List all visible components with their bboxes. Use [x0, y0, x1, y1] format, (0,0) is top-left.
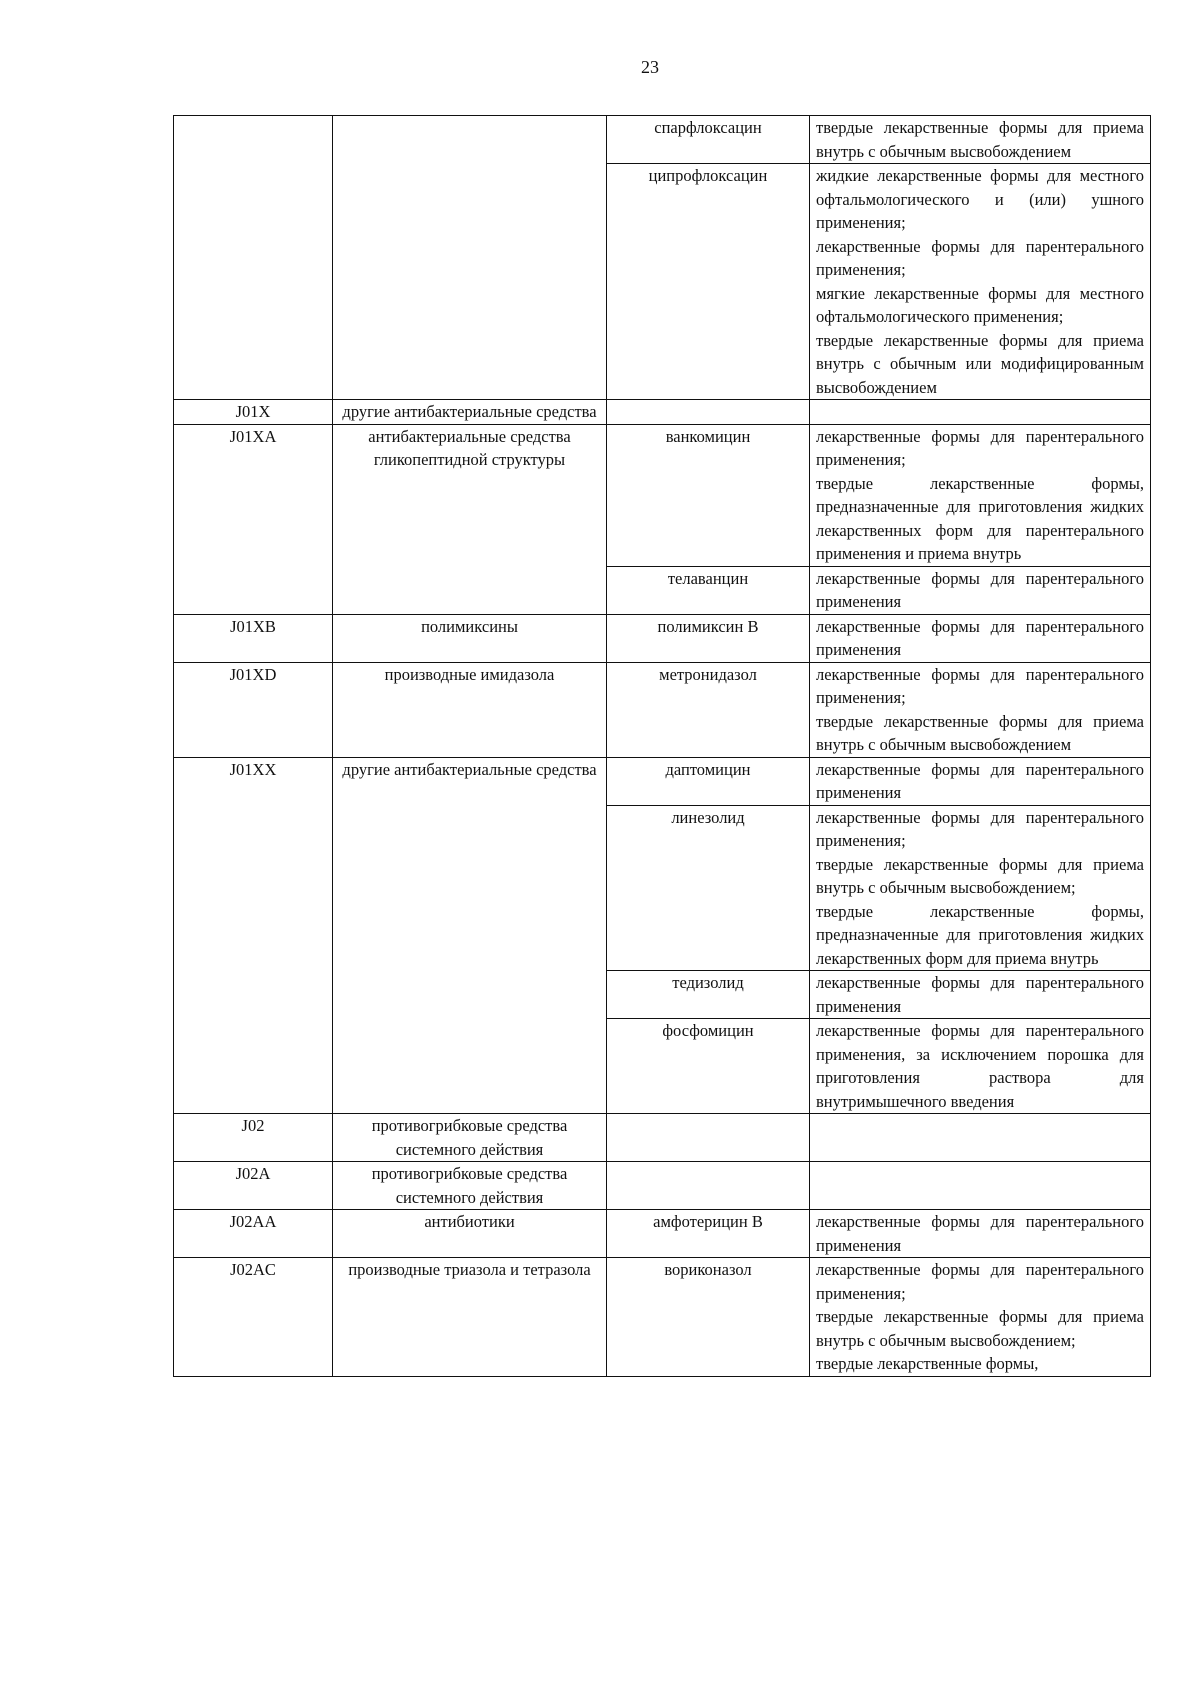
forms-cell: [810, 805, 1151, 971]
drug-cell: фосфомицин: [607, 1019, 810, 1114]
drug-cell: полимиксин B: [607, 614, 810, 662]
forms-cell: [810, 614, 1151, 662]
group-cell: другие антибактериальные средства: [333, 400, 607, 425]
form-text: жидкие лекарственные формы для местного офтальмологического и (или) ушного применения;: [816, 166, 1144, 232]
form-text: лекарственные формы для парентерального применения: [816, 973, 1144, 1016]
form-text: твердые лекарственные формы, предназначенные для приготовления жидких лекарственных форм для приема внутрь: [816, 901, 1144, 968]
form-text: лекарственные формы для парентерального применения: [816, 616, 1144, 659]
drug-cell: телаванцин: [607, 566, 810, 614]
group-cell: антибиотики: [333, 1210, 607, 1258]
drug-cell: спарфлоксацин: [607, 116, 810, 164]
drug-cell: [607, 400, 810, 425]
forms-cell: [810, 164, 1151, 400]
drug-cell: вориконазол: [607, 1258, 810, 1377]
form-text: лекарственные формы для парентерального применения: [816, 568, 1144, 611]
table-row: [174, 757, 1151, 805]
form-text: твердые лекарственные формы для приема внутрь с обычным высвобождением: [816, 711, 1144, 754]
forms-cell: [810, 116, 1151, 164]
forms-cell: [810, 662, 1151, 757]
code-cell: J02AC: [174, 1258, 333, 1377]
form-text: твердые лекарственные формы для приема внутрь с обычным высвобождением;: [816, 854, 1144, 897]
form-text: твердые лекарственные формы для приема внутрь с обычным или модифицированным высвобождением: [816, 330, 1144, 397]
drug-cell: линезолид: [607, 805, 810, 971]
forms-cell: [810, 757, 1151, 805]
group-cell: противогрибковые средства системного действия: [333, 1114, 607, 1162]
code-cell: J02AA: [174, 1210, 333, 1258]
forms-cell: [810, 1162, 1151, 1210]
group-cell: антибактериальные средства гликопептидной структуры: [333, 424, 607, 614]
code-cell: J01XA: [174, 424, 333, 614]
forms-cell: [810, 1114, 1151, 1162]
table-row: [174, 1258, 1151, 1377]
forms-cell: [810, 566, 1151, 614]
forms-cell: [810, 1019, 1151, 1114]
table-row: [174, 116, 1151, 164]
code-cell: J01X: [174, 400, 333, 425]
group-cell: противогрибковые средства системного действия: [333, 1162, 607, 1210]
form-text: твердые лекарственные формы для приема внутрь с обычным высвобождением;: [816, 1307, 1144, 1350]
table-row: [174, 424, 1151, 566]
drug-cell: ципрофлоксацин: [607, 164, 810, 400]
forms-cell: [810, 400, 1151, 425]
drug-table: [173, 115, 1151, 1377]
form-text: лекарственные формы для парентерального применения: [816, 1212, 1144, 1255]
drug-cell: даптомицин: [607, 757, 810, 805]
page-number: 23: [641, 57, 659, 77]
drug-cell: [607, 1114, 810, 1162]
form-text: лекарственные формы для парентерального применения;: [816, 426, 1144, 469]
code-cell: [174, 116, 333, 400]
table-row: [174, 614, 1151, 662]
code-cell: J01XX: [174, 757, 333, 1114]
code-cell: J01XB: [174, 614, 333, 662]
form-text: лекарственные формы для парентерального применения;: [816, 1260, 1144, 1303]
form-text: лекарственные формы для парентерального применения, за исключением порошка для приготовления раствора для внутримышечного введения: [816, 1021, 1144, 1111]
group-cell: производные триазола и тетразола: [333, 1258, 607, 1377]
forms-cell: [810, 971, 1151, 1019]
table-row: [174, 1210, 1151, 1258]
table-row: [174, 662, 1151, 757]
form-text: мягкие лекарственные формы для местного офтальмологического применения;: [816, 283, 1144, 326]
drug-cell: амфотерицин B: [607, 1210, 810, 1258]
table-row: [174, 400, 1151, 425]
form-text: твердые лекарственные формы для приема внутрь с обычным высвобождением: [816, 118, 1144, 161]
forms-cell: [810, 1258, 1151, 1377]
drug-cell: ванкомицин: [607, 424, 810, 566]
form-text: лекарственные формы для парентерального применения;: [816, 807, 1144, 850]
drug-cell: [607, 1162, 810, 1210]
group-cell: [333, 116, 607, 400]
code-cell: J01XD: [174, 662, 333, 757]
drug-table-body: [174, 116, 1151, 1377]
forms-cell: [810, 424, 1151, 566]
form-text: лекарственные формы для парентерального применения: [816, 759, 1144, 802]
form-text: твердые лекарственные формы, предназначенные для приготовления жидких лекарственных форм для парентерального применения и приема внутрь: [816, 473, 1144, 563]
drug-cell: тедизолид: [607, 971, 810, 1019]
form-text: лекарственные формы для парентерального применения;: [816, 236, 1144, 279]
table-row: [174, 1114, 1151, 1162]
table-row: [174, 1162, 1151, 1210]
group-cell: полимиксины: [333, 614, 607, 662]
code-cell: J02A: [174, 1162, 333, 1210]
form-text: твердые лекарственные формы,: [816, 1354, 1039, 1373]
group-cell: производные имидазола: [333, 662, 607, 757]
form-text: лекарственные формы для парентерального применения;: [816, 664, 1144, 707]
forms-cell: [810, 1210, 1151, 1258]
code-cell: J02: [174, 1114, 333, 1162]
drug-cell: метронидазол: [607, 662, 810, 757]
group-cell: другие антибактериальные средства: [333, 757, 607, 1114]
